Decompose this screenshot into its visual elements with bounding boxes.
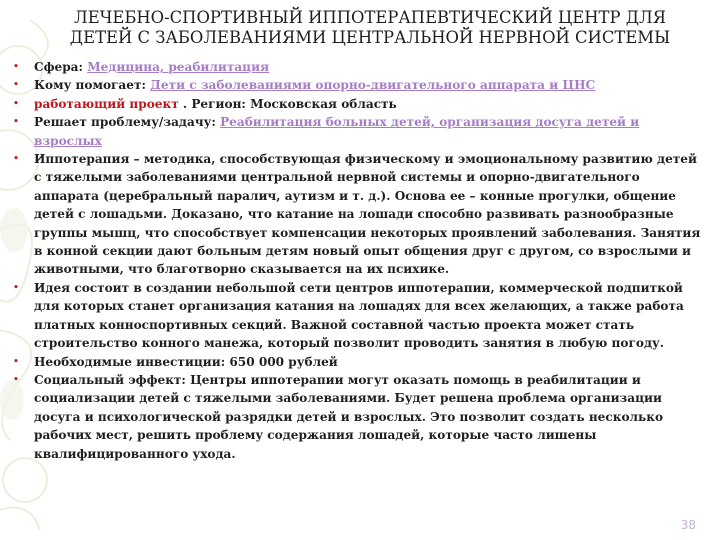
sphere-label: Сфера: — [34, 60, 88, 74]
bullet-list — [2, 58, 708, 463]
bullet-icon: • — [12, 115, 20, 129]
bullet-icon: • — [12, 78, 20, 92]
sphere-link[interactable]: Медицина, реабилитация — [87, 60, 270, 74]
helps-label: Кому помогает: — [34, 78, 151, 93]
slide-title — [34, 8, 706, 48]
list-item-investment — [2, 353, 708, 371]
helps-link[interactable]: Дети с заболеваниями опорно-двигательного аппарата и ЦНС — [150, 78, 596, 93]
solves-link[interactable]: Реабилитация больных детей, организация досуга детей и взрослых — [34, 115, 640, 148]
list-item-project — [2, 95, 708, 113]
bullet-icon: • — [12, 152, 20, 166]
project-status: работающий проект — [34, 96, 179, 111]
list-item-solves — [2, 113, 708, 150]
investment-text: Необходимые инвестиции: 650 000 рублей — [34, 354, 338, 369]
title-line-1: ЛЕЧЕБНО-СПОРТИВНЫЙ ИППОТЕРАПЕВТИЧЕСКИЙ ЦЕНТР ДЛЯ — [74, 8, 666, 27]
bullet-icon: • — [12, 280, 20, 294]
solves-label: Решает проблему/задачу: — [34, 115, 221, 130]
bullet-icon: • — [12, 354, 20, 368]
bullet-icon: • — [12, 96, 20, 110]
bullet-icon: • — [12, 60, 20, 73]
idea-text: Идея состоит в создании небольшой сети центров иппотерапии, коммерческой подпиткой для которых станет организация катания на лошадях для всех желающих, а также работа платных конноспортивных секций. Важной составной частью проекта может стать строительство конного манежа, который позволит проводить занятия в любую погоду. — [34, 280, 684, 351]
list-item-idea — [2, 279, 708, 353]
list-item-social — [2, 371, 708, 463]
page-number: 38 — [680, 518, 696, 532]
list-item-helps — [2, 76, 708, 94]
title-line-2: ДЕТЕЙ С ЗАБОЛЕВАНИЯМИ ЦЕНТРАЛЬНОЙ НЕРВНОЙ СИСТЕМЫ — [69, 28, 671, 47]
project-region: . Регион: Московская область — [178, 96, 397, 111]
list-item-hippotherapy — [2, 150, 708, 279]
hippotherapy-text: Иппотерапия – методика, способствующая физическому и эмоциональному развитию детей с тяжелыми заболеваниями центральной нервной системы и опорно-двигательного аппарата (церебральный паралич, аутизм и т. д.). Основа ее – конные прогулки, общение детей с лошадьми. Доказано, что катание на лошади способно развивать разнообразные группы мышц, что способствует компенсации некоторых проявлений заболевания. Занятия в конной секции дают больным детям новый опыт общения друг с другом, со взрослыми и животными, что благотворно сказывается на их психике. — [34, 152, 701, 277]
bullet-icon: • — [12, 372, 20, 386]
social-text: Социальный эффект: Центры иппотерапии могут оказать помощь в реабилитации и социализации детей с тяжелыми заболеваниями. Будет решена проблема организации досуга и психологической разрядки детей и взрослых. Это позволит создать несколько рабочих мест, решить проблему содержания лошадей, которые часто лишены квалифицированного ухода. — [34, 372, 664, 461]
list-item-sphere — [2, 58, 708, 76]
